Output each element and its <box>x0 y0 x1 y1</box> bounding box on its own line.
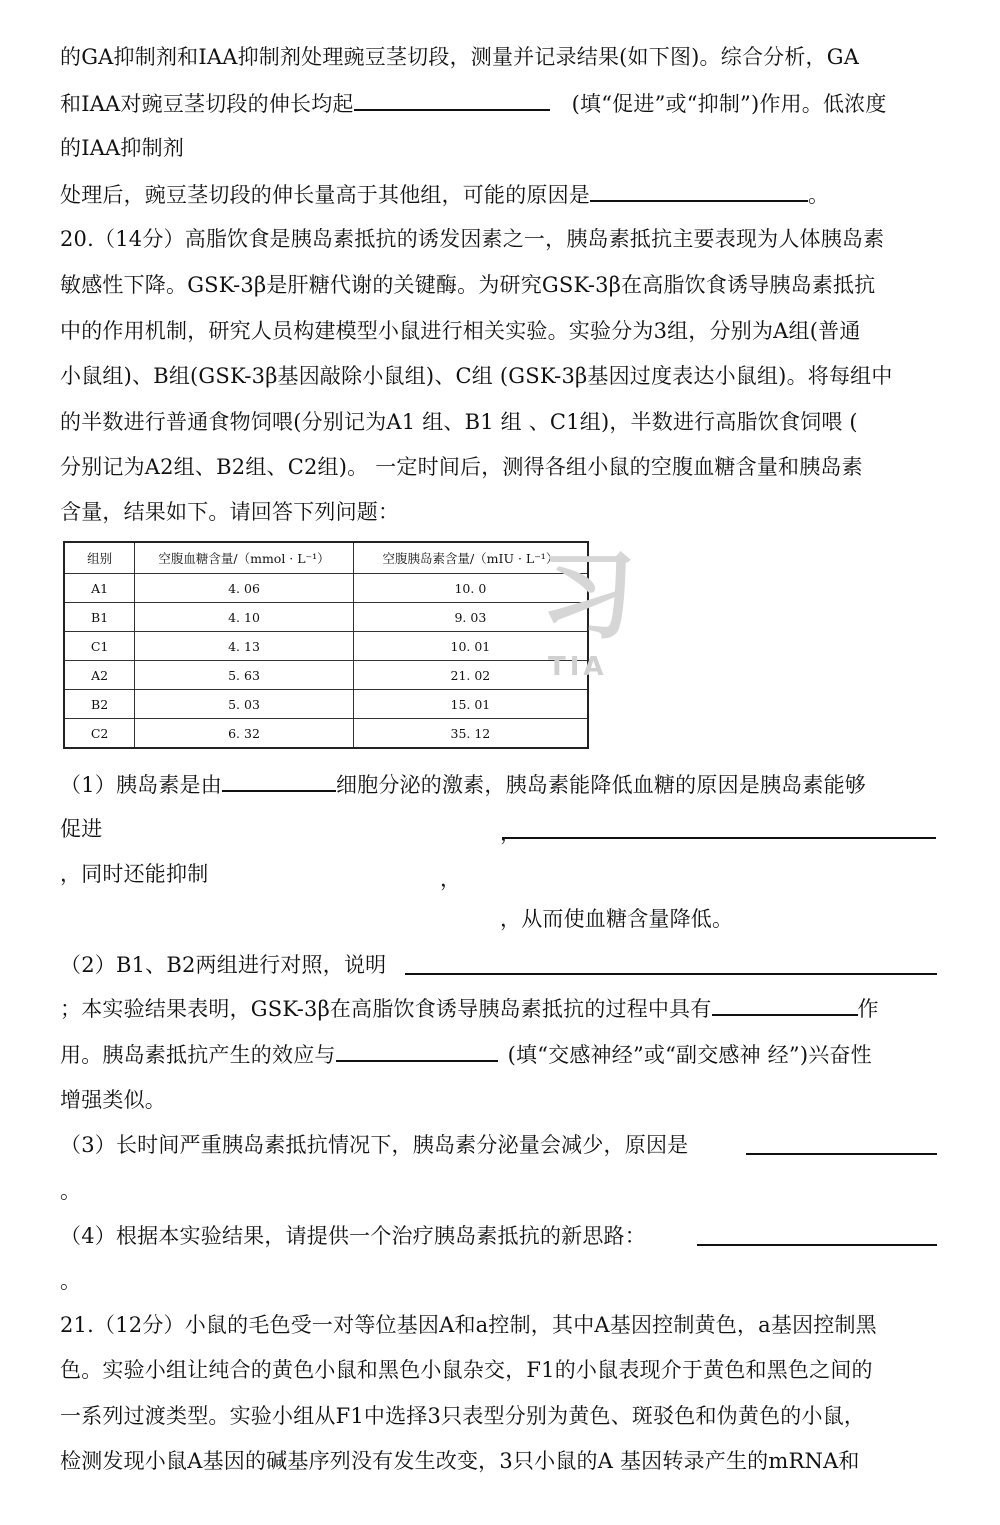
question-20-line: 敏感性下降。GSK-3β是肝糖代谢的关键酶。为研究GSK-3β在高脂饮食诱导胰岛素抵抗 <box>60 273 876 297</box>
text-span: 处理后，豌豆茎切段的伸长量高于其他组，可能的原因是 <box>60 183 590 207</box>
table-header-row <box>64 542 588 574</box>
subquestion-3-line: （3）长时间严重胰岛素抵抗情况下，胰岛素分泌量会减少，原因是 <box>60 1133 689 1157</box>
table-cell: 4. 13 <box>135 632 354 661</box>
subquestion-2-line <box>60 994 879 1024</box>
question-20-line: 小鼠组)、B组(GSK-3β基因敲除小鼠组)、C组 (GSK-3β基因过度表达小鼠组)。将每组中 <box>60 364 893 388</box>
watermark-text: TIA <box>548 652 608 682</box>
subquestion-2-line: （2）B1、B2两组进行对照，说明 <box>60 953 387 977</box>
table-row <box>64 690 588 719</box>
table-row <box>64 719 588 749</box>
column-header: 空腹血糖含量/（mmol · L⁻¹） <box>135 542 354 574</box>
table-cell: 5. 63 <box>135 661 354 690</box>
question-20-line: 含量，结果如下。请回答下列问题： <box>60 500 400 524</box>
text-line <box>60 89 887 119</box>
table-cell: 21. 02 <box>353 661 588 690</box>
answer-blank[interactable] <box>336 1040 498 1062</box>
answer-blank[interactable] <box>405 973 937 975</box>
answer-blank[interactable] <box>354 89 550 111</box>
text-line <box>60 180 829 210</box>
table-cell: A1 <box>64 574 135 603</box>
results-table <box>63 541 589 749</box>
question-21-line: 色。实验小组让纯合的黄色小鼠和黑色小鼠杂交，F1的小鼠表现介于黄色和黑色之间的 <box>60 1358 873 1382</box>
question-21-line: 21.（12分）小鼠的毛色受一对等位基因A和a控制，其中A基因控制黄色，a基因控制黑 <box>60 1313 877 1337</box>
subquestion-1-line: 促进 <box>60 817 103 841</box>
column-header: 组别 <box>64 542 135 574</box>
table-cell: B1 <box>64 603 135 632</box>
table-cell: 9. 03 <box>353 603 588 632</box>
answer-blank[interactable] <box>746 1153 937 1155</box>
table-cell: C1 <box>64 632 135 661</box>
text-span: (填“促进”或“抑制”)作用。低浓度 <box>571 92 887 116</box>
table-row <box>64 574 588 603</box>
subquestion-2-line: 增强类似。 <box>60 1088 166 1112</box>
table-row <box>64 632 588 661</box>
question-20-line: 中的作用机制，研究人员构建模型小鼠进行相关实验。实验分为3组，分别为A组(普通 <box>60 319 861 343</box>
subquestion-4-line: （4）根据本实验结果，请提供一个治疗胰岛素抵抗的新思路： <box>60 1224 646 1248</box>
watermark-logo: 习 <box>540 540 636 652</box>
table-row <box>64 661 588 690</box>
question-20-line: 的半数进行普通食物饲喂(分别记为A1 组、B1 组 、C1组)，半数进行高脂饮食饲喂 ( <box>60 410 858 434</box>
table-cell: 10. 01 <box>353 632 588 661</box>
question-20-line: 20.（14分）高脂饮食是胰岛素抵抗的诱发因素之一，胰岛素抵抗主要表现为人体胰岛素 <box>60 227 885 251</box>
table-cell: 35. 12 <box>353 719 588 749</box>
column-header: 空腹胰岛素含量/（mIU · L⁻¹） <box>353 542 588 574</box>
answer-blank[interactable] <box>590 180 808 202</box>
text-line: 的IAA抑制剂 <box>60 136 185 160</box>
subquestion-1-line <box>60 770 866 800</box>
table-cell: 4. 06 <box>135 574 354 603</box>
subquestion-4-line: 。 <box>60 1269 82 1293</box>
table-cell: B2 <box>64 690 135 719</box>
answer-blank[interactable] <box>697 1244 937 1246</box>
answer-blank[interactable] <box>712 994 858 1016</box>
text-span: (填“交感神经”或“副交感神 经”)兴奋性 <box>507 1043 872 1067</box>
punctuation: ， <box>440 867 462 891</box>
punctuation: ， <box>500 821 522 845</box>
subquestion-2-line <box>60 1040 872 1070</box>
text-span: 。 <box>808 183 830 207</box>
table-cell: C2 <box>64 719 135 749</box>
text-span: 和IAA对豌豆茎切段的伸长均起 <box>60 92 354 116</box>
table-row <box>64 603 588 632</box>
question-21-line: 检测发现小鼠A基因的碱基序列没有发生改变，3只小鼠的A 基因转录产生的mRNA和 <box>60 1449 860 1473</box>
table-cell: 4. 10 <box>135 603 354 632</box>
answer-blank[interactable] <box>222 770 336 792</box>
table-cell: A2 <box>64 661 135 690</box>
text-span: 作 <box>857 997 879 1021</box>
table-cell: 6. 32 <box>135 719 354 749</box>
answer-blank[interactable] <box>502 837 936 839</box>
subquestion-3-line: 。 <box>60 1179 82 1203</box>
question-20-line: 分别记为A2组、B2组、C2组)。 一定时间后，测得各组小鼠的空腹血糖含量和胰岛素 <box>60 455 863 479</box>
text-line: 的GA抑制剂和IAA抑制剂处理豌豆茎切段，测量并记录结果(如下图)。综合分析，GA <box>60 45 860 69</box>
text-span: （1）胰岛素是由 <box>60 773 222 797</box>
subquestion-1-line: ，从而使血糖含量降低。 <box>500 907 734 931</box>
table-cell: 5. 03 <box>135 690 354 719</box>
table-cell: 15. 01 <box>353 690 588 719</box>
subquestion-1-line: ，同时还能抑制 <box>60 862 209 886</box>
text-span: 细胞分泌的激素，胰岛素能降低血糖的原因是胰岛素能够 <box>335 773 866 797</box>
text-span: ；本实验结果表明，GSK-3β在高脂饮食诱导胰岛素抵抗的过程中具有 <box>60 997 712 1021</box>
text-span: 用。胰岛素抵抗产生的效应与 <box>60 1043 336 1067</box>
question-21-line: 一系列过渡类型。实验小组从F1中选择3只表型分别为黄色、斑驳色和伪黄色的小鼠， <box>60 1404 866 1428</box>
table-cell: 10. 0 <box>353 574 588 603</box>
